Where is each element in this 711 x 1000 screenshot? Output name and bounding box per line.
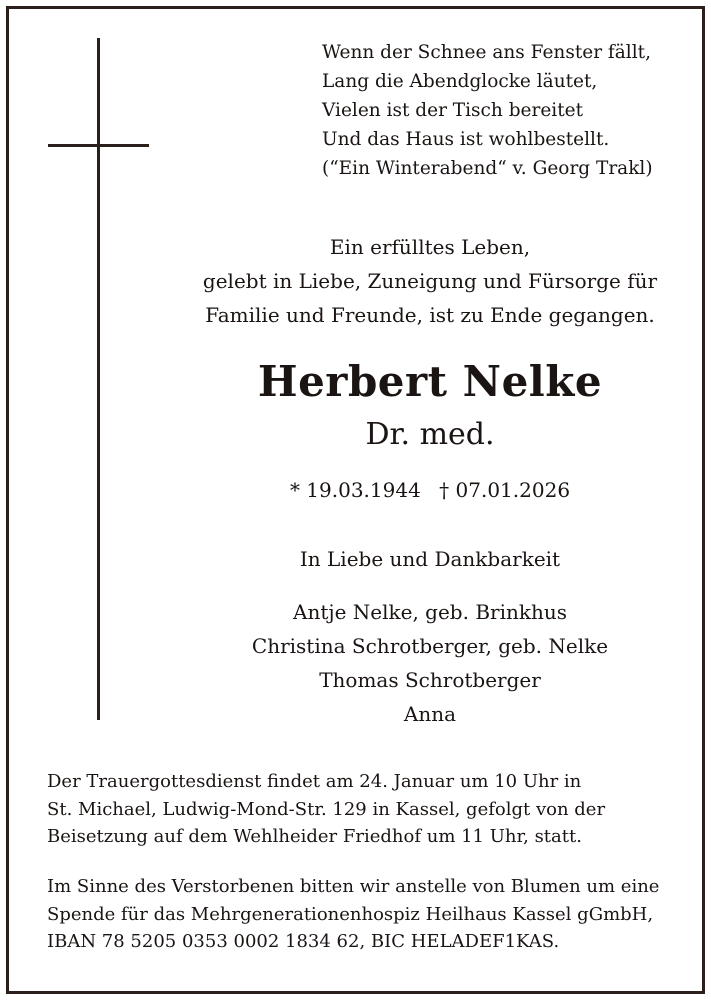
mourner-name: Antje Nelke, geb. Brinkhus — [293, 600, 567, 624]
mourner-name: Anna — [403, 702, 457, 726]
life-dates — [170, 476, 690, 504]
poem-line: Vielen ist der Tisch bereitet — [322, 100, 584, 121]
poem-quote — [322, 38, 682, 183]
intro-line: gelebt in Liebe, Zuneigung und Fürsorge für — [202, 269, 658, 293]
service-line: Der Trauergottesdienst findet am 24. Januar um 10 Uhr in — [47, 771, 582, 792]
poem-attribution: (“Ein Winterabend“ v. Georg Trakl) — [322, 158, 653, 179]
mourner-name: Christina Schrotberger, geb. Nelke — [251, 634, 609, 658]
donation-line: IBAN 78 5205 0353 0002 1834 62, BIC HELADEF1KAS. — [47, 931, 560, 952]
death-date: † 07.01.2026 — [439, 478, 571, 502]
deceased-title: Dr. med. — [365, 417, 495, 452]
service-line: St. Michael, Ludwig-Mond-Str. 129 in Kassel, gefolgt von der — [47, 798, 606, 820]
deceased-name: Herbert Nelke — [257, 357, 603, 406]
intro-line: Ein erfülltes Leben, — [329, 235, 531, 259]
poem-line: Wenn der Schnee ans Fenster fällt, — [322, 42, 651, 63]
dedication: In Liebe und Dankbarkeit — [299, 547, 561, 571]
poem-line: Lang die Abendglocke läutet, — [322, 71, 598, 92]
service-info — [47, 768, 687, 851]
intro-line: Familie und Freunde, ist zu Ende gegangen. — [205, 303, 655, 327]
mourner-name: Thomas Schrotberger — [319, 668, 541, 692]
donation-line: Spende für das Mehrgenerationenhospiz Heilhaus Kassel gGmbH, — [47, 903, 654, 925]
intro-text — [170, 230, 690, 332]
birth-date: * 19.03.1944 — [289, 478, 421, 502]
donation-info — [47, 873, 687, 956]
cross-vertical-beam — [97, 38, 100, 720]
cross-horizontal-beam — [48, 144, 149, 147]
poem-line: Und das Haus ist wohlbestellt. — [322, 129, 610, 150]
donation-line: Im Sinne des Verstorbenen bitten wir anstelle von Blumen um eine — [47, 876, 660, 897]
mourners-list — [170, 595, 690, 731]
service-line: Beisetzung auf dem Wehlheider Friedhof um 11 Uhr, statt. — [47, 826, 582, 847]
